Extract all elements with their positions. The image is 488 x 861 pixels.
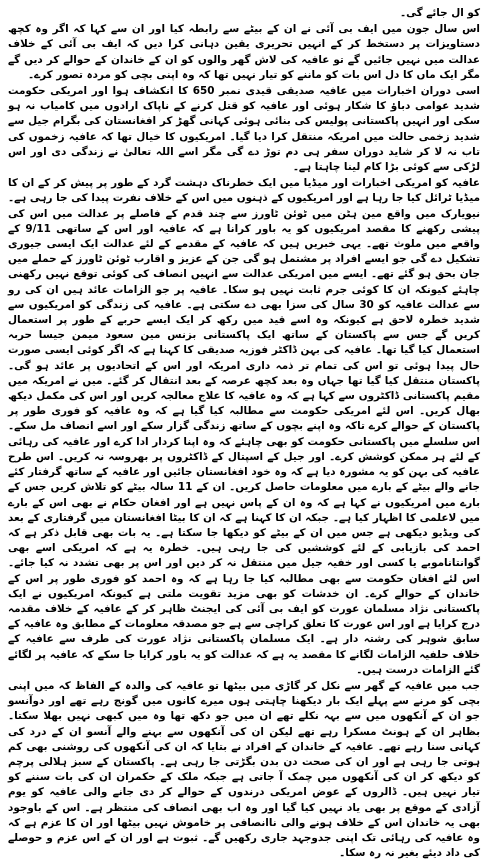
urdu-article-page (8, 6, 480, 860)
paragraph-2: اس سال جون میں ایف بی آئی نے ان کے بیٹے سے رابطہ کیا اور ان سے کہا کہ اگر وہ کچھ دستاویزات پر دستخط کر کے انہیں تحریری یقین دہانی کرا دیں کہ ایف بی آئی کے خلاف عدالت میں نہیں جائیں گے تو عافیہ کی لاش گھر والوں کو ان کے خاندان کے حوالے کر دیں گے مگر ایک ماں کا دل اس بات کو ماننے کو تیار نہیں تھا کہ وہ اپنی بچی کو مردہ تصور کرے۔ (8, 23, 480, 81)
paragraph-3: اسی دوران اخبارات میں عافیہ صدیقی قیدی نمبر 650 کا انکشاف ہوا اور امریکی حکومت شدید عوامی دباؤ کا شکار ہوئی اور عافیہ کو قتل کرنے کے ناپاک ارادوں میں کامیاب نہ ہو سکی اور انہیں پاکستانی پولیس کی بنائی ہوئی کہانی گھڑ کر افغانستان کی بگرام جیل سے شدید زخمی حالت میں امریکہ منتقل کرا دیا گیا۔ امریکیوں کا خیال تھا کہ عافیہ زخموں کی تاب نہ لا کر شاید دوران سفر ہی دم توڑ دے گی مگر اسے اللہ تعالیٰ نے زندگی دی اور اس لڑکی سے کوئی بڑا کام لینا چاہتا ہے۔ (8, 85, 480, 174)
paragraph-5: جب میں عافیہ کے گھر سے نکل کر گاڑی میں بیٹھا تو عافیہ کی والدہ کے الفاظ کہ میں اپنی بچی کو مرنے سے پہلے ایک بار دیکھنا چاہتی ہوں میرے کانوں میں گونج رہے تھے اور دوآنسو جو ان کے آنکھوں میں سے بہہ نکلے تھے ان میں جو دکھ تھا وہ میں کبھی نہیں بھلا سکتا۔ بظاہر ان کے ہونٹ مسکرا رہے تھے لیکن ان کی آنکھوں سے بہنے والے آنسو ان کے درد کی کہانی سنا رہے تھے۔ عافیہ کے خاندان کے افراد نے بتایا کہ ان کی آنکھوں کی روشنی بھی کم ہوتی جا رہی ہے اور ان کی صحت دن بدن بگڑتی جا رہی ہے۔ پاکستان کے سبز ہلالی پرچم کو دیکھ کر ان کی آنکھوں میں چمک آ جاتی ہے جبکہ ملک کے حکمران ان کی بات سننے کو تیار نہیں ہیں۔ ڈالروں کے عوض امریکی درندوں کے حوالے کر دی جانے والی عافیہ کو یوم آزادی کے موقع پر بھی یاد نہیں کیا گیا اور وہ اب بھی انصاف کی منتظر ہے۔ اس کے باوجود بھی یہ خاندان اس کے خلاف ہونے والی ناانصافی پر خاموش نہیں بیٹھا اور ان کا عزم ہے کہ وہ عافیہ کی رہائی تک اپنی جدوجہد جاری رکھیں گے۔ ثبوت ہے اور ان کے اس عزم و حوصلے کی داد دیئے بغیر نہ رہ سکا۔ (8, 679, 480, 860)
paragraph-4: عافیہ کو امریکی اخبارات اور میڈیا میں ایک خطرناک دہشت گرد کے طور پر پیش کر کے ان کا میڈیا ٹرائل کیا جا رہا ہے اور امریکیوں کے ذہنوں میں اس کے خلاف نفرت پیدا کی جا رہی ہے۔ نیویارک میں واقع مین ہٹن میں ٹوئن ٹاورز سے چند قدم کے فاصلے پر عدالت میں اس کی پیشی رکھنے کا مقصد امریکیوں کو یہ باور کرانا ہے کہ عافیہ اور اس کے ساتھی 9/11 کے واقعے میں ملوث تھے۔ یہی خبریں ہیں کہ عافیہ کے مقدمے کے لئے عدالت ایک ایسی جیوری تشکیل دے گی جو ایسے افراد پر مشتمل ہو گی جن کے عزیز و اقارب ٹوئن ٹاورز کے حملے میں جان بحق ہو گئے تھے۔ ایسے میں امریکی عدالت سے انہیں انصاف کی کوئی توقع نہیں رکھنی چاہئے کیونکہ ان کا کوئی جرم ثابت نہیں ہو سکا۔ عافیہ پر جو الزامات عائد ہیں ان کی رو سے عدالت عافیہ کو 30 سال کی سزا بھی دے سکتی ہے۔ عافیہ کی زندگی کو امریکیوں سے شدید خطرہ لاحق ہے کیونکہ وہ اسے قید میں رکھ کر ایک ایسے حربے کے طور پر استعمال کریں گے جس سے پاکستان کے ساتھ ایک پاکستانی بزنس مین سعود میمن جیسا حربہ استعمال کیا گیا تھا۔ عافیہ کی بہن ڈاکٹر فوزیہ صدیقی کا کہنا ہے کہ اگر کوئی ایسی صورت حال پیدا ہوئی تو اس کی تمام تر ذمہ داری امریکہ اور اس کے اتحادیوں پر عائد ہو گی۔ پاکستان منتقل کیا گیا تھا جہاں وہ بعد کچھ عرصہ کے بعد انتقال کر گئے۔ میں نے امریکہ میں مقیم پاکستانی ڈاکٹروں سے کہا ہے کہ وہ عافیہ کا علاج معالجہ کریں اور اس کی مکمل دیکھ بھال کریں۔ اس لئے امریکی حکومت سے مطالبہ کیا گیا ہے کہ وہ عافیہ کو فوری طور پر پاکستان کے حوالے کرے تاکہ وہ اپنے بچوں کے ساتھ زندگی گزار سکے اور اسے انصاف مل سکے۔ اس سلسلے میں پاکستانی حکومت کو بھی چاہئے کہ وہ اپنا کردار ادا کرے اور عافیہ کی رہائی کے لئے ہر ممکن کوشش کرے۔ اور جیل کے اسپتال کے ڈاکٹروں پر بھروسہ نہ کریں۔ اس طرح عافیہ کی بہن کو یہ مشورہ دیا ہے کہ وہ خود افغانستان جائیں اور عافیہ کے ساتھ گرفتار کئے جانے والے بیٹے کے بارے میں معلومات حاصل کریں۔ ان کے 11 سالہ بیٹے کو تلاش کریں جس کے بارے میں امریکیوں نے کہا ہے کہ وہ ان کے پاس نہیں ہے اور افغان حکام نے بھی اس کے بارے میں لاعلمی کا اظہار کیا ہے۔ جبکہ ان کا کہنا ہے کہ ان کا بیٹا افغانستان میں گرفتاری کے بعد کی ویڈیو دیکھی ہے جس میں ان کے بیٹے کو دیکھا جا سکتا ہے۔ یہ بات بھی قابل ذکر ہے کہ احمد کی بازیابی کے لئے کوششیں کی جا رہی ہیں۔ خطرہ یہ ہے کہ امریکی اسے بھی گوانتاناموبے یا کسی اور خفیہ جیل میں منتقل نہ کر دیں اور اس پر بھی تشدد نہ کیا جائے۔ اس لئے افغان حکومت سے بھی مطالبہ کیا جا رہا ہے کہ وہ احمد کو فوری طور پر اس کے خاندان کے حوالے کرے۔ ان خدشات کو بھی مزید تقویت ملتی ہے کیونکہ امریکیوں نے ایک پاکستانی نژاد مسلمان عورت کو ایف بی آئی کی ایجنٹ ظاہر کر کے عافیہ کے خلاف مقدمہ درج کرایا ہے اور اس عورت کا تعلق کراچی سے ہے جو مصدقہ معلومات کے مطابق وہ عافیہ کے سابق شوہر کی رشتہ دار ہے۔ ایک مسلمان پاکستانی نژاد عورت کی طرف سے عافیہ کے خلاف حلفیہ الزامات لگانے کا مقصد یہ ہے کہ عدالت کو یہ باور کرایا جا سکے کہ عافیہ پر لگائے گئے الزامات درست ہیں۔ (8, 177, 480, 676)
paragraph-1: کو ال جائے گی۔ (399, 7, 480, 19)
